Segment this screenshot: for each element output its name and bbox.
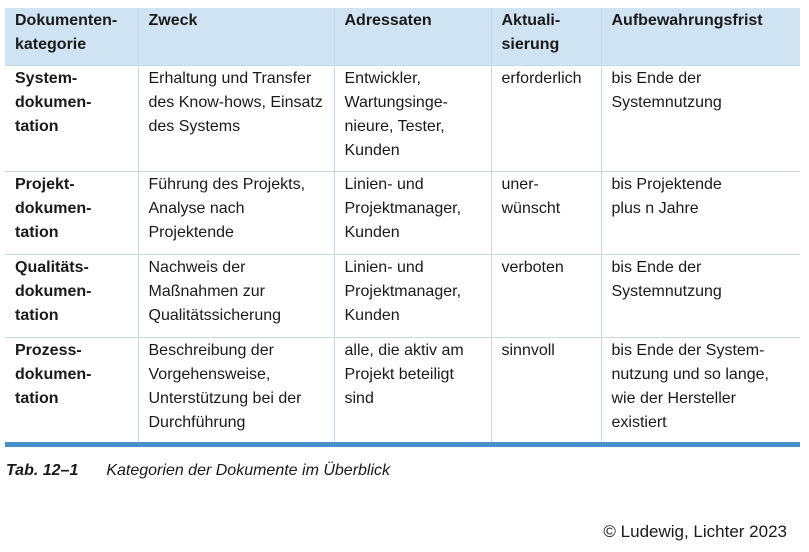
table-row xyxy=(5,172,800,255)
row-adressaten: Linien- und Projektmanager, Kunden xyxy=(334,172,491,255)
row-category: Projekt- dokumen- tation xyxy=(5,172,138,255)
header-aktualisierung: Aktuali- sierung xyxy=(491,8,601,66)
document-categories-table xyxy=(5,8,800,444)
table-caption xyxy=(6,462,390,480)
caption-text: Kategorien der Dokumente im Überblick xyxy=(106,462,391,479)
table-header-row xyxy=(5,8,800,66)
row-aktualisierung: erforderlich xyxy=(491,66,601,172)
copyright-notice: © Ludewig, Lichter 2023 xyxy=(603,522,787,541)
row-adressaten: alle, die aktiv am Projekt beteiligt sind xyxy=(334,338,491,444)
row-zweck: Erhaltung und Transfer des Know-hows, Einsatz des Systems xyxy=(138,66,334,172)
row-aufbewahrungsfrist: bis Ende der Systemnutzung xyxy=(601,66,800,172)
row-aktualisierung: sinnvoll xyxy=(491,338,601,444)
header-adressaten: Adressaten xyxy=(334,8,491,66)
header-zweck: Zweck xyxy=(138,8,334,66)
table-row xyxy=(5,255,800,338)
table-row xyxy=(5,66,800,172)
row-zweck: Beschreibung der Vorgehensweise, Unterstützung bei der Durchführung xyxy=(138,338,334,444)
caption-number: Tab. 12–1 xyxy=(6,462,79,479)
row-category: Qualitäts- dokumen- tation xyxy=(5,255,138,338)
table-bottom-rule xyxy=(5,442,800,447)
row-aktualisierung: uner- wünscht xyxy=(491,172,601,255)
table-row xyxy=(5,338,800,444)
row-aufbewahrungsfrist: bis Ende der Systemnutzung xyxy=(601,255,800,338)
document-table-container xyxy=(5,8,800,444)
header-aufbewahrungsfrist: Aufbewahrungsfrist xyxy=(601,8,800,66)
row-zweck: Führung des Projekts, Analyse nach Projektende xyxy=(138,172,334,255)
row-aufbewahrungsfrist: bis Projektende plus n Jahre xyxy=(601,172,800,255)
row-aufbewahrungsfrist: bis Ende der System- nutzung und so lange, wie der Hersteller existiert xyxy=(601,338,800,444)
row-zweck: Nachweis der Maßnahmen zur Qualitätssicherung xyxy=(138,255,334,338)
row-adressaten: Entwickler, Wartungsinge- nieure, Tester, Kunden xyxy=(334,66,491,172)
row-adressaten: Linien- und Projektmanager, Kunden xyxy=(334,255,491,338)
row-aktualisierung: verboten xyxy=(491,255,601,338)
row-category: System- dokumen- tation xyxy=(5,66,138,172)
header-kategorie: Dokumenten- kategorie xyxy=(5,8,138,66)
row-category: Prozess- dokumen- tation xyxy=(5,338,138,444)
